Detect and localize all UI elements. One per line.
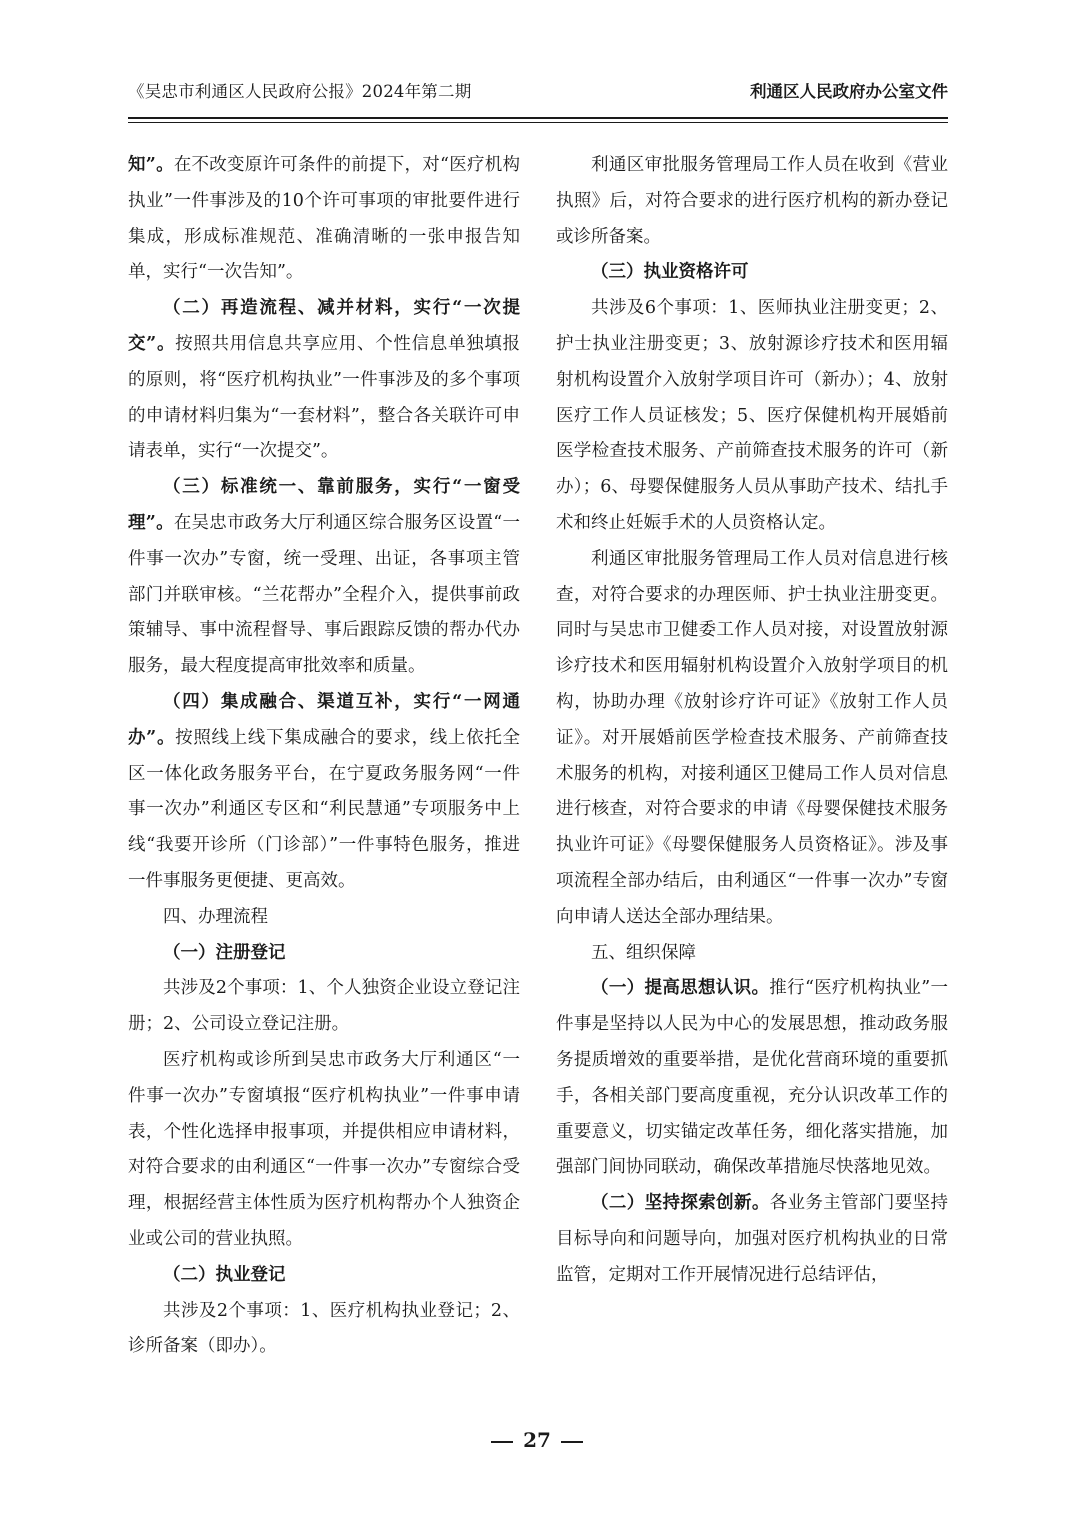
right-column <box>556 148 948 1294</box>
header-rule-thin <box>128 122 948 123</box>
bold-lead: （二）再造流程、减并材料，实行“一次提交”。 <box>128 298 520 354</box>
footer-dash-right <box>561 1441 583 1443</box>
paragraph <box>128 470 520 685</box>
bold-lead: （三）标准统一、靠前服务，实行“一窗受理”。 <box>128 477 520 533</box>
paragraph-text: 按照线上线下集成融合的要求，线上依托全区一体化政务服务平台，在宁夏政务服务网“一件事一次办”利通区专区和“利民慧通”专项服务中上线“我要开诊所（门诊部）”一件事特色服务，推进一件事服务更便捷、更高效。 <box>128 727 521 891</box>
paragraph <box>128 148 520 291</box>
paragraph: 医疗机构或诊所到吴忠市政务大厅利通区“一件事一次办”专窗填报“医疗机构执业”一件事申请表，个性化选择申报事项，并提供相应申请材料，对符合要求的由利通区“一件事一次办”专窗综合受理，根据经营主体性质为医疗机构帮办个人独资企业或公司的营业执照。 <box>128 1049 520 1249</box>
section-heading: 五、组织保障 <box>591 942 696 963</box>
page-header <box>128 78 948 108</box>
document-source: 利通区人民政府办公室文件 <box>750 82 948 101</box>
left-column <box>128 148 520 1365</box>
footer-dash-left <box>491 1441 513 1443</box>
paragraph: 利通区审批服务管理局工作人员对信息进行核查，对符合要求的办理医师、护士执业注册变更。同时与吴忠市卫健委工作人员对接，对设置放射源诊疗技术和医用辐射机构设置介入放射学项目的机构，协助办理《放射诊疗许可证》《放射工作人员证》。对开展婚前医学检查技术服务、产前筛查技术服务的机构，对接利通区卫健局工作人员对信息进行核查，对符合要求的申请《母婴保健技术服务执业许可证》《母婴保健服务人员资格证》。涉及事项流程全部办结后，由利通区“一件事一次办”专窗向申请人送达全部办理结果。 <box>556 548 948 927</box>
paragraph <box>556 1186 948 1293</box>
paragraph: 共涉及2个事项：1、个人独资企业设立登记注册；2、公司设立登记注册。 <box>128 978 520 1035</box>
paragraph: 共涉及2个事项：1、医疗机构执业登记；2、诊所备案（即办）。 <box>128 1300 520 1357</box>
paragraph-text: 在不改变原许可条件的前提下，对“医疗机构执业”一件事涉及的10个许可事项的审批要件进行集成，形成标准规范、准确清晰的一张申报告知单，实行“一次告知”。 <box>128 155 520 283</box>
subsection-heading: （二）执业登记 <box>163 1264 286 1285</box>
paragraph <box>128 291 520 470</box>
paragraph-text: 推行“医疗机构执业”一件事是坚持以人民为中心的发展思想，推动政务服务提质增效的重要举措，是优化营商环境的重要抓手，各相关部门要高度重视，充分认识改革工作的重要意义，切实锚定改革任务，细化落实措施，加强部门间协同联动，确保改革措施尽快落地见效。 <box>556 978 948 1178</box>
paragraph-text: 按照共用信息共享应用、个性信息单独填报的原则，将“医疗机构执业”一件事涉及的多个事项的申请材料归集为“一套材料”，整合各关联许可申请表单，实行“一次提交”。 <box>128 333 521 462</box>
paragraph-text: 各业务主管部门要坚持目标导向和问题导向，加强对医疗机构执业的日常监管，定期对工作开展情况进行总结评估， <box>556 1193 949 1285</box>
paragraph <box>556 971 948 1186</box>
page-footer <box>0 1428 1074 1458</box>
paragraph-text: 在吴忠市政务大厅利通区综合服务区设置“一件事一次办”专窗，统一受理、出证，各事项主管部门并联审核。“兰花帮办”全程介入，提供事前政策辅导、事中流程督导、事后跟踪反馈的帮办代办服务，最大程度提高审批效率和质量。 <box>128 512 520 677</box>
bold-lead: （四）集成融合、渠道互补，实行“一网通办”。 <box>128 691 520 748</box>
bold-lead: （一）提高思想认识。 <box>591 978 770 999</box>
paragraph: 共涉及6个事项：1、医师执业注册变更；2、护士执业注册变更；3、放射源诊疗技术和医用辐射机构设置介入放射学项目许可（新办）；4、放射医疗工作人员证核发；5、医疗保健机构开展婚前医学检查技术服务、产前筛查技术服务的许可（新办）；6、母婴保健服务人员从事助产技术、结扎手术和终止妊娠手术的人员资格认定。 <box>556 298 948 533</box>
page-number: 27 <box>523 1428 551 1452</box>
paragraph: 利通区审批服务管理局工作人员在收到《营业执照》后，对符合要求的进行医疗机构的新办登记或诊所备案。 <box>556 155 948 247</box>
section-heading: 四、办理流程 <box>163 906 268 927</box>
paragraph <box>128 685 520 900</box>
subsection-heading: （三）执业资格许可 <box>591 262 749 283</box>
bold-lead: （二）坚持探索创新。 <box>591 1193 770 1214</box>
subsection-heading: （一）注册登记 <box>163 942 286 963</box>
header-rule-thick <box>128 117 948 119</box>
publication-title: 《吴忠市利通区人民政府公报》2024年第二期 <box>128 82 472 101</box>
bold-lead: 知”。 <box>128 155 174 175</box>
